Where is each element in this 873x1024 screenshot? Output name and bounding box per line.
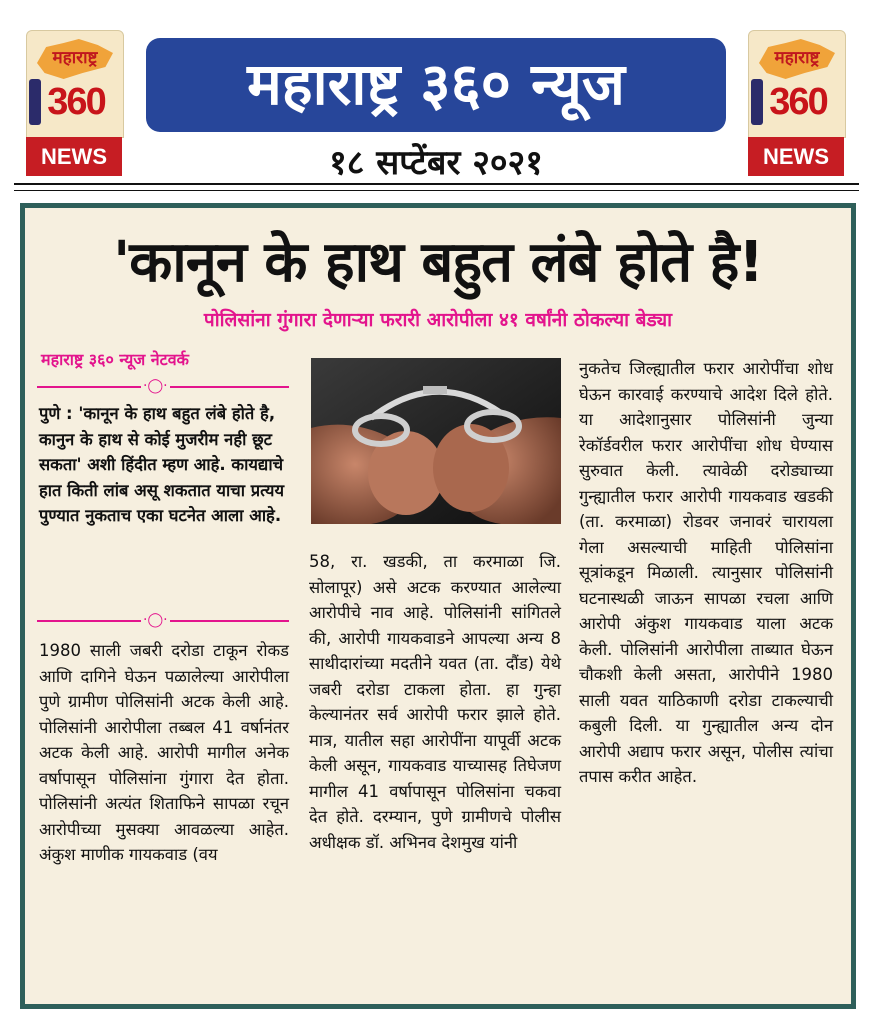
logo-state-text: महाराष्ट्र — [52, 48, 98, 68]
logo-state-text: महाराष्ट्र — [774, 48, 820, 68]
masthead-divider — [14, 183, 859, 185]
ornament-icon: ·◯· — [143, 378, 168, 394]
publication-date: १८ सप्टेंबर २०२१ — [329, 143, 543, 183]
logo-map-panel — [26, 30, 124, 138]
handcuffs-photo — [311, 358, 561, 524]
masthead-title: महाराष्ट्र ३६० न्यूज — [146, 38, 726, 132]
article-lead: पुणे : 'कानून के हाथ बहुत लंबे होते है, कानुन के हाथ से कोई मुजरीम नही छूट सकता' अशी हिंदीत म्हण आहे. कायद्याचे हात किती लांब असू शकतात याचा प्रत्यय पुण्यात नुकताच एका घटनेत आला आहे. — [39, 404, 285, 525]
article-subheadline: पोलिसांना गुंगारा देणाऱ्या फरारी आरोपीला ४१ वर्षांनी ठोकल्या बेड्या — [203, 309, 673, 331]
article-column-2: 58, रा. खडकी, ता करमाळा जि. सोलापूर) असे अटक करण्यात आलेल्या आरोपीचे नाव आहे. पोलिसांनी सांगितले की, आरोपी गायकवाडने आपल्या अन्य 8 साथीदारांच्या मदतीने यवत (ता. दौंड) येथे जबरी दरोडा टाकला होता. हा गुन्हा केल्यानंतर सर्व आरोपी फरार झाले होते. मात्र, यातील सहा आरोपींना यापूर्वी अटक केली असून, गायकवाड याच्यासह तिघेजण मागील 41 वर्षापासून पोलिसांना चकवा देत होते. दरम्यान, पुणे ग्रामीणचे पोलीस अधीक्षक डॉ. अभिनव देशमुख यांनी — [309, 552, 561, 852]
logo-map-panel — [748, 30, 846, 138]
article-frame — [20, 203, 856, 1009]
article-column-3: नुकतेच जिल्ह्यातील फरार आरोपींचा शोध घेऊन कारवाई करण्याचे आदेश दिले होते. या आदेशानुसार पोलिसांनी जुन्या रेकॉर्डवरील फरार आरोपींचा शोध घेण्यास सुरुवात केली. त्यावेळी दरोड्याच्या गुन्ह्यातील फरार आरोपी गायकवाड खडकी (ता. करमाळा) रोडवर जनावरं चारायला गेला असल्याची माहिती पोलिसांना सूत्रांकडून मिळाली. त्यानुसार पोलिसांनी घटनास्थळी जाऊन सापळा रचला आणि आरोपी अंकुश गायकवाड याला अटक केली. पोलिसांनी आरोपीला ताब्यात घेऊन चौकशी केली असता, आरोपीने 1980 साली यवत याठिकाणी दरोडा टाकल्याची कबुली दिली. या गुन्ह्यातील अन्य दोन आरोपी अद्याप फरार असून, पोलीस त्यांचा तपास करीत आहेत. — [579, 359, 833, 786]
masthead-divider-thin — [14, 190, 859, 191]
handcuffs-image-icon — [311, 358, 561, 524]
logo-news-label: NEWS — [26, 137, 122, 176]
logo-number: 360 — [47, 81, 105, 123]
ornament-icon: ·◯· — [143, 612, 168, 628]
logo-number: 360 — [769, 81, 827, 123]
article-headline: 'कानून के हाथ बहुत लंबे होते है! — [113, 230, 763, 295]
logo-left — [26, 30, 122, 176]
logo-news-label: NEWS — [748, 137, 844, 176]
byline: महाराष्ट्र ३६० न्यूज नेटवर्क — [41, 350, 189, 369]
logo-right — [748, 30, 844, 176]
article-column-1: 1980 साली जबरी दरोडा टाकून रोकड आणि दागिने घेऊन पळालेल्या आरोपीला पुणे ग्रामीण पोलिसांनी अटक केली आहे. पोलिसांनी आरोपीला तब्बल 41 वर्षानंतर अटक केली आहे. आरोपी मागील अनेक वर्षापासून पोलिसांना गुंगारा देत होता. पोलिसांनी अत्यंत शिताफिने सापळा रचून आरोपीच्या मुसक्या आवळल्या आहेत. अंकुश माणीक गायकवाड (वय — [39, 641, 289, 864]
